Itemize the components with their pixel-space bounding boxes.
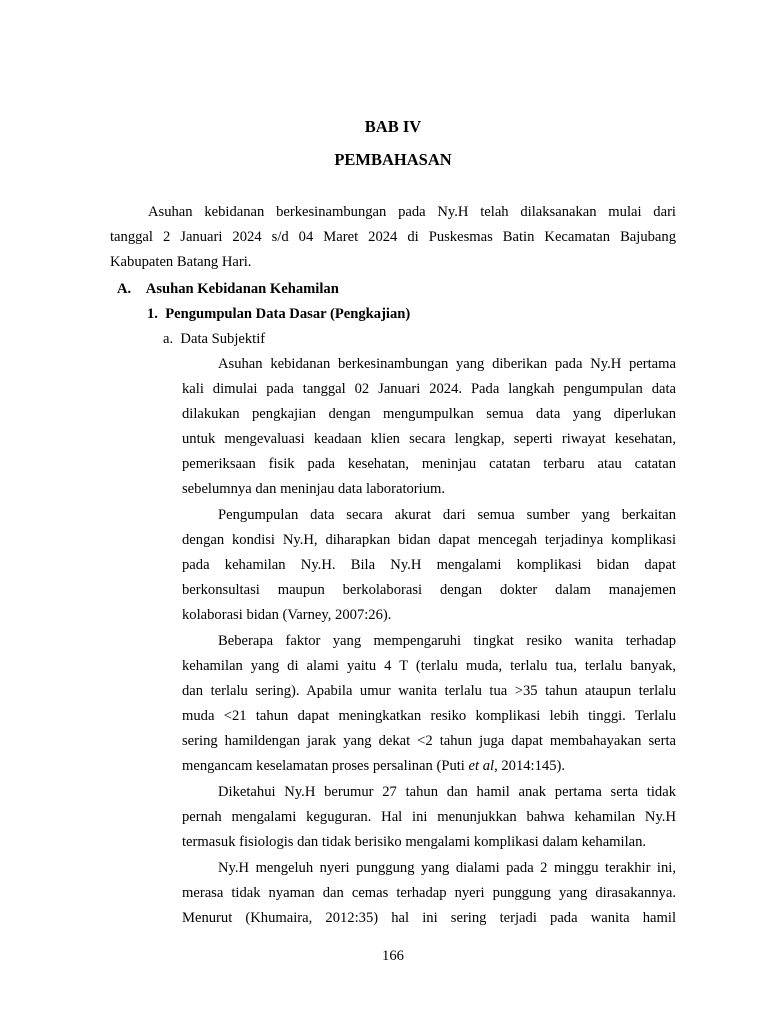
paragraph-line: berkonsultasi maupun berkolaborasi dengan dokter dalam manajemen: [182, 582, 676, 599]
paragraph-line: dilakukan pengkajian dengan mengumpulkan semua data yang diperlukan: [182, 406, 676, 423]
body-paragraph: [182, 503, 676, 628]
intro-line: Kabupaten Batang Hari.: [110, 254, 252, 271]
intro-line: Asuhan kebidanan berkesinambungan pada Ny.H telah dilaksanakan mulai dari: [148, 204, 676, 220]
paragraph-line: Beberapa faktor yang mempengaruhi tingkat resiko wanita terhadap: [218, 633, 676, 649]
paragraph-line: kali dimulai pada tanggal 02 Januari 2024. Pada langkah pengumpulan data: [182, 381, 676, 398]
citation-line: [182, 754, 676, 779]
paragraph-line: dan terlalu sering). Apabila umur wanita terlalu tua >35 tahun ataupun terlalu: [182, 683, 676, 700]
paragraph-line: Ny.H mengeluh nyeri punggung yang dialami pada 2 minggu terakhir ini,: [218, 860, 676, 876]
body-paragraph: [182, 629, 676, 780]
paragraph-line: Pengumpulan data secara akurat dari semua sumber yang berkaitan: [218, 507, 676, 523]
chapter-title: PEMBAHASAN: [334, 150, 452, 169]
paragraph-line: Diketahui Ny.H berumur 27 tahun dan hamil anak pertama serta tidak: [218, 784, 676, 800]
chapter-number: BAB IV: [364, 117, 422, 136]
paragraph-line: untuk mengevaluasi keadaan klien secara lengkap, seperti riwayat kesehatan,: [182, 431, 676, 448]
paragraph-line: Asuhan kebidanan berkesinambungan yang diberikan pada Ny.H pertama: [218, 356, 676, 372]
paragraph-line: pemeriksaan fisik pada kesehatan, meninjau catatan terbaru atau catatan: [182, 456, 676, 473]
intro-line: tanggal 2 Januari 2024 s/d 04 Maret 2024 di Puskesmas Batin Kecamatan Bajubang: [110, 229, 676, 246]
paragraph-line: muda <21 tahun dapat meningkatkan resiko komplikasi lebih tinggi. Terlalu: [182, 708, 676, 725]
section-heading-a: A. Asuhan Kebidanan Kehamilan: [117, 281, 339, 297]
paragraph-line: kehamilan yang di alami yaitu 4 T (terlalu muda, terlalu tua, terlalu banyak,: [182, 658, 676, 675]
body-paragraph: [182, 856, 676, 931]
paragraph-line: pada kehamilan Ny.H. Bila Ny.H mengalami komplikasi bidan dapat: [182, 557, 676, 574]
paragraph-line: pernah mengalami keguguran. Hal ini menunjukkan bahwa kehamilan Ny.H: [182, 809, 676, 826]
body-paragraph: [182, 780, 676, 855]
paragraph-line: sering hamildengan jarak yang dekat <2 tahun juga dapat membahayakan serta: [182, 733, 676, 750]
subsubsection-heading-a: a. Data Subjektif: [163, 331, 266, 347]
paragraph-line: merasa tidak nyaman dan cemas terhadap nyeri punggung yang dirasakannya.: [182, 885, 676, 902]
body-paragraph: [182, 352, 676, 503]
paragraph-line: Menurut (Khumaira, 2012:35) hal ini sering terjadi pada wanita hamil: [182, 910, 676, 927]
page-number: 166: [382, 948, 404, 964]
citation-text: mengancam keselamatan proses persalinan (Puti: [182, 758, 469, 775]
intro-paragraph: [110, 200, 676, 275]
paragraph-line: kolaborasi bidan (Varney, 2007:26).: [182, 607, 392, 624]
citation-year: , 2014:145).: [494, 758, 566, 775]
paragraph-line: termasuk fisiologis dan tidak berisiko mengalami komplikasi dalam kehamilan.: [182, 834, 647, 851]
paragraph-line: sebelumnya dan meninjau data laboratorium.: [182, 481, 446, 498]
citation-et-al: et al: [468, 758, 495, 775]
subsection-heading-1: 1. Pengumpulan Data Dasar (Pengkajian): [147, 306, 411, 322]
paragraph-line: dengan kondisi Ny.H, diharapkan bidan dapat mencegah terjadinya komplikasi: [182, 532, 676, 549]
